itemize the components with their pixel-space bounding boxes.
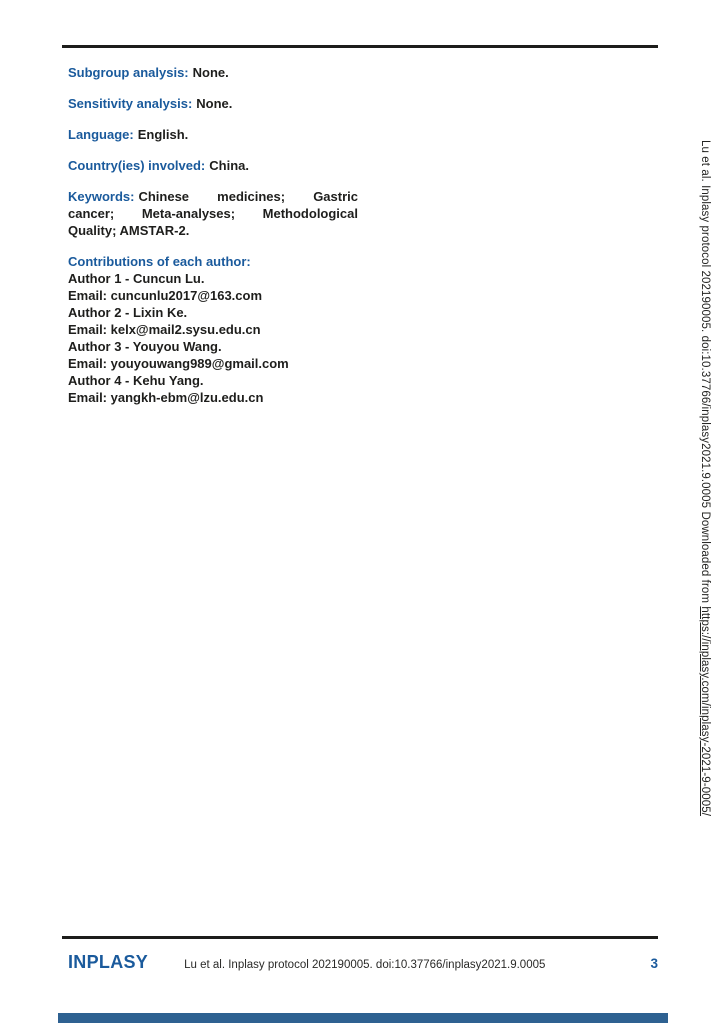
- footer-citation: Lu et al. Inplasy protocol 202190005. doi:10.37766/inplasy2021.9.0005: [184, 959, 546, 971]
- contribution-author: Author 4 - Kehu Yang.: [68, 373, 204, 388]
- field-label: Subgroup analysis:: [68, 65, 189, 80]
- contribution-author: Author 2 - Lixin Ke.: [68, 305, 188, 320]
- contributions-block: [68, 253, 358, 406]
- field-value: English.: [137, 127, 189, 142]
- sidebar-citation-link[interactable]: https://inplasy.com/inplasy-2021-9-0005/: [699, 606, 711, 817]
- contributions-heading: Contributions of each author:: [68, 254, 251, 269]
- contribution-email: Email: yangkh-ebm@lzu.edu.cn: [68, 390, 264, 405]
- field-value: None.: [192, 65, 229, 80]
- sidebar-citation-prefix: Lu et al. Inplasy protocol 202190005. doi:10.37766/inplasy2021.9.0005 Downloaded from: [699, 140, 711, 607]
- field-keywords: [68, 188, 358, 239]
- field-label: Sensitivity analysis:: [68, 96, 193, 111]
- inplasy-logo: INPLASY: [68, 952, 149, 972]
- field-value: None.: [196, 96, 233, 111]
- sidebar-citation-text: [699, 140, 711, 816]
- field-language: [68, 126, 358, 143]
- footer-rule: [62, 936, 658, 939]
- field-value: Chinese medicines; Gastric cancer; Meta-analyses; Methodological Quality; AMSTAR-2.: [68, 189, 358, 238]
- contribution-email: Email: cuncunlu2017@163.com: [68, 288, 263, 303]
- contribution-email: Email: youyouwang989@gmail.com: [68, 356, 289, 371]
- content-column: [68, 64, 358, 420]
- field-label: Language:: [68, 127, 134, 142]
- contribution-email: Email: kelx@mail2.sysu.edu.cn: [68, 322, 261, 337]
- contribution-author: Author 3 - Youyou Wang.: [68, 339, 222, 354]
- footer: [68, 952, 658, 973]
- field-countries-involved: [68, 157, 358, 174]
- bottom-accent-bar: [58, 1013, 668, 1023]
- field-sensitivity-analysis: [68, 95, 358, 112]
- field-subgroup-analysis: [68, 64, 358, 81]
- top-rule: [62, 45, 658, 48]
- field-label: Country(ies) involved:: [68, 158, 206, 173]
- page-number: 3: [650, 956, 658, 971]
- contribution-author: Author 1 - Cuncun Lu.: [68, 271, 205, 286]
- sidebar-citation: [699, 136, 724, 886]
- field-value: China.: [209, 158, 249, 173]
- field-label: Keywords:: [68, 189, 135, 204]
